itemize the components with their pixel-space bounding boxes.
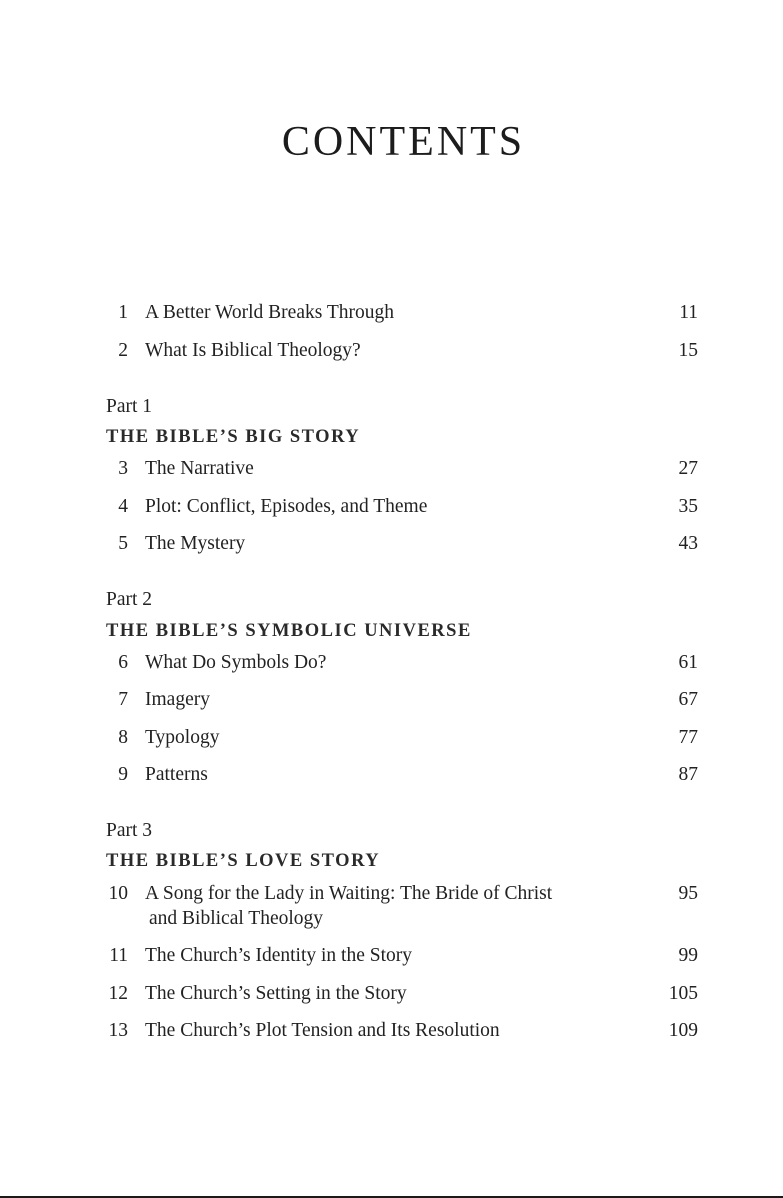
chapter-number: 9 <box>118 764 128 785</box>
page-number: 109 <box>668 1020 698 1041</box>
part-heading: THE BIBLE’S BIG STORY <box>106 427 361 447</box>
page-number: 15 <box>678 340 698 361</box>
chapter-title: A Song for the Lady in Waiting: The Bride of Christ <box>145 883 553 904</box>
part-label: Part 3 <box>106 820 153 841</box>
chapter-title: What Do Symbols Do? <box>145 652 327 673</box>
chapter-title-continued: and Biblical Theology <box>149 908 324 929</box>
chapter-title: A Better World Breaks Through <box>145 302 395 323</box>
page-number: 61 <box>678 652 698 673</box>
page-number: 27 <box>678 458 698 479</box>
chapter-title: Imagery <box>145 689 210 710</box>
part-heading: THE BIBLE’S LOVE STORY <box>106 851 381 871</box>
chapter-title: The Church’s Plot Tension and Its Resolution <box>145 1020 500 1041</box>
chapter-number: 12 <box>108 983 128 1004</box>
page-number: 105 <box>668 983 698 1004</box>
chapter-number: 13 <box>108 1020 128 1041</box>
chapter-title: The Mystery <box>145 533 246 554</box>
chapter-title: Patterns <box>145 764 208 785</box>
page-title: CONTENTS <box>281 119 526 165</box>
part-heading: THE BIBLE’S SYMBOLIC UNIVERSE <box>106 621 472 641</box>
chapter-number: 7 <box>118 689 128 710</box>
page-number: 67 <box>678 689 698 710</box>
chapter-number: 1 <box>118 302 128 323</box>
chapter-title: Plot: Conflict, Episodes, and Theme <box>145 496 428 517</box>
chapter-number: 10 <box>108 883 128 904</box>
chapter-number: 8 <box>118 727 128 748</box>
chapter-number: 2 <box>118 340 128 361</box>
page-number: 99 <box>678 945 698 966</box>
page-number: 11 <box>679 302 698 323</box>
chapter-title: Typology <box>145 727 220 748</box>
page-number: 87 <box>678 764 698 785</box>
chapter-number: 6 <box>118 652 128 673</box>
part-label: Part 2 <box>106 589 153 610</box>
page-number: 35 <box>678 496 698 517</box>
chapter-title: The Church’s Identity in the Story <box>145 945 413 966</box>
chapter-title: The Narrative <box>145 458 254 479</box>
chapter-number: 4 <box>118 496 128 517</box>
toc-entry[interactable] <box>0 881 783 931</box>
chapter-number: 3 <box>118 458 128 479</box>
page-number: 95 <box>678 883 698 904</box>
chapter-number: 5 <box>118 533 128 554</box>
chapter-title: What Is Biblical Theology? <box>145 340 361 361</box>
part-label: Part 1 <box>106 396 153 417</box>
page-number: 43 <box>678 533 698 554</box>
chapter-title: The Church’s Setting in the Story <box>145 983 407 1004</box>
chapter-number: 11 <box>109 945 128 966</box>
page-number: 77 <box>678 727 698 748</box>
